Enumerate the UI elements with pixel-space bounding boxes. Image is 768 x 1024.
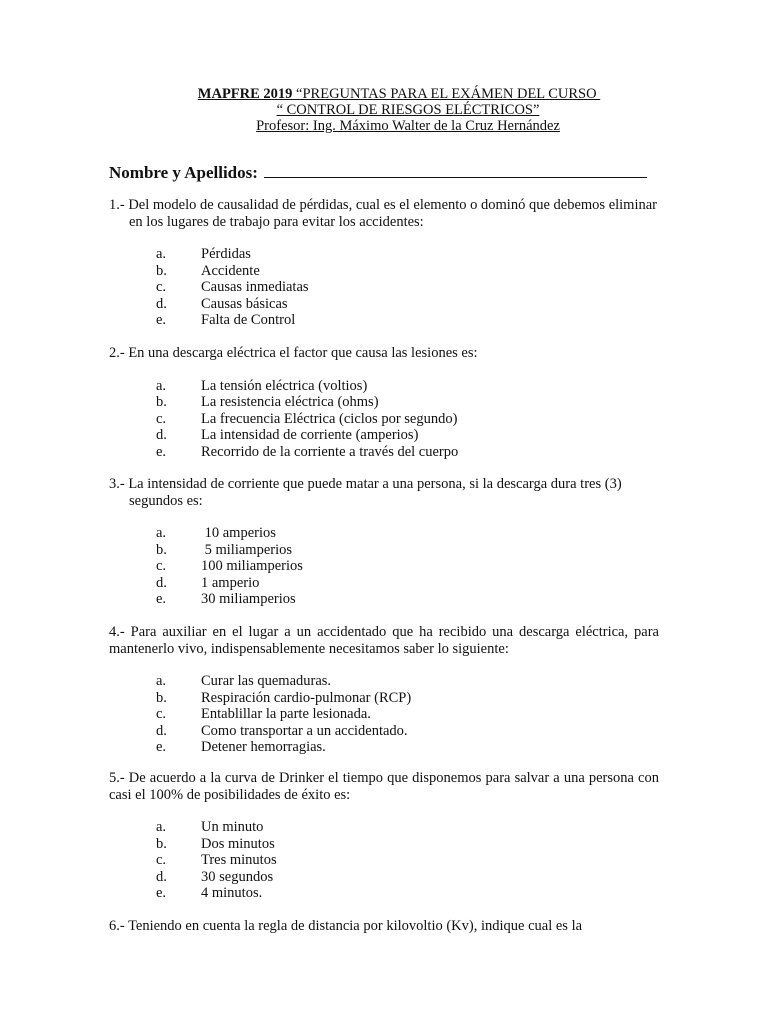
option-letter: b. xyxy=(156,835,167,852)
option-item xyxy=(109,296,659,313)
question-5-options xyxy=(109,819,659,902)
question-3-options xyxy=(109,525,659,608)
option-item xyxy=(109,706,659,723)
option-item xyxy=(109,723,659,740)
header-title-line-2: “ CONTROL DE RIESGOS ELÉCTRICOS” xyxy=(276,102,540,118)
option-letter: b. xyxy=(156,394,167,410)
option-letter: e. xyxy=(156,591,167,607)
option-item xyxy=(109,673,659,690)
option-letter: e. xyxy=(156,739,167,755)
option-text: 100 miliamperios xyxy=(201,558,303,574)
option-item xyxy=(109,246,659,263)
header-brand: MAPFRE 2019 xyxy=(197,86,293,102)
option-text: Causas inmediatas xyxy=(201,279,309,295)
option-text: 1 amperio xyxy=(201,574,260,591)
option-item xyxy=(109,394,659,411)
option-item xyxy=(109,542,659,559)
option-text: Falta de Control xyxy=(201,312,296,328)
option-item xyxy=(109,444,659,461)
option-text: 30 segundos xyxy=(201,868,274,885)
option-item xyxy=(109,378,659,395)
question-4-options xyxy=(109,673,659,756)
option-text: Un minuto xyxy=(201,819,264,835)
exam-header xyxy=(0,86,768,134)
option-item xyxy=(109,279,659,296)
option-letter: a. xyxy=(156,673,167,689)
option-letter: a. xyxy=(156,246,167,262)
question-1-options xyxy=(109,246,659,329)
option-letter: d. xyxy=(156,295,167,312)
option-text: La intensidad de corriente (amperios) xyxy=(201,427,419,443)
question-2 xyxy=(109,345,659,460)
option-text: La tensión eléctrica (voltios) xyxy=(201,377,368,394)
header-title-line-1 xyxy=(30,86,768,102)
option-text: Pérdidas xyxy=(201,246,251,262)
option-item xyxy=(109,819,659,836)
option-text: 30 miliamperios xyxy=(201,591,296,607)
option-item xyxy=(109,739,659,756)
option-letter: a. xyxy=(156,819,167,835)
option-letter: c. xyxy=(156,410,167,427)
option-letter: d. xyxy=(156,868,167,885)
option-letter: d. xyxy=(156,574,167,591)
option-item xyxy=(109,885,659,902)
option-text: Entablillar la parte lesionada. xyxy=(201,706,371,722)
option-item xyxy=(109,852,659,869)
option-letter: c. xyxy=(156,558,167,574)
option-text: 5 miliamperios xyxy=(201,541,293,558)
option-item xyxy=(109,558,659,575)
option-text: Curar las quemaduras. xyxy=(201,673,332,689)
option-item xyxy=(109,411,659,428)
option-letter: b. xyxy=(156,541,167,558)
option-letter: d. xyxy=(156,427,167,443)
option-item xyxy=(109,836,659,853)
question-6 xyxy=(109,918,659,935)
option-text: Respiración cardio-pulmonar (RCP) xyxy=(201,689,412,706)
option-letter: c. xyxy=(156,279,167,295)
name-field-label: Nombre y Apellidos: xyxy=(109,163,258,182)
question-6-stem: 6.- Teniendo en cuenta la regla de distancia por kilovoltio (Kv), indique cual es la xyxy=(109,918,583,934)
option-text: La resistencia eléctrica (ohms) xyxy=(201,394,379,410)
option-text: 4 minutos. xyxy=(201,885,263,901)
question-2-options xyxy=(109,378,659,461)
question-4-stem: 4.- Para auxiliar en el lugar a un accidentado que ha recibido una descarga eléctrica, para mantenerlo vivo, indispensablemente necesitamos saber lo siguiente: xyxy=(109,624,659,657)
name-field xyxy=(109,162,647,183)
header-professor-line: Profesor: Ing. Máximo Walter de la Cruz Hernández xyxy=(256,118,560,134)
header-title-text: “PREGUNTAS PARA EL EXÁMEN DEL CURSO xyxy=(292,86,601,102)
option-item xyxy=(109,575,659,592)
option-text: La frecuencia Eléctrica (ciclos por segundo) xyxy=(201,410,458,427)
option-letter: b. xyxy=(156,689,167,706)
question-5 xyxy=(109,770,659,902)
option-letter: e. xyxy=(156,312,167,328)
name-field-blank-line[interactable] xyxy=(264,162,647,178)
question-4 xyxy=(109,624,659,756)
question-5-stem: 5.- De acuerdo a la curva de Drinker el tiempo que disponemos para salvar a una persona con casi el 100% de posibilidades de éxito es: xyxy=(109,770,659,803)
option-text: Accidente xyxy=(201,262,260,279)
option-letter: d. xyxy=(156,722,167,739)
option-letter: a. xyxy=(156,377,167,394)
option-item xyxy=(109,869,659,886)
question-1 xyxy=(109,197,659,329)
option-text: Dos minutos xyxy=(201,835,275,852)
option-text: Como transportar a un accidentado. xyxy=(201,722,408,739)
option-item xyxy=(109,591,659,608)
option-letter: e. xyxy=(156,443,167,460)
option-item xyxy=(109,263,659,280)
option-letter: c. xyxy=(156,852,167,868)
option-letter: a. xyxy=(156,525,167,541)
option-item xyxy=(109,690,659,707)
option-letter: e. xyxy=(156,885,167,901)
option-text: Detener hemorragias. xyxy=(201,739,326,755)
option-item xyxy=(109,525,659,542)
option-item xyxy=(109,312,659,329)
question-2-stem: 2.- En una descarga eléctrica el factor que causa las lesiones es: xyxy=(109,345,478,361)
option-text: Recorrido de la corriente a través del cuerpo xyxy=(201,443,459,460)
question-1-stem: 1.- Del modelo de causalidad de pérdidas, cual es el elemento o dominó que debemos eliminar en los lugares de trabajo para evitar los accidentes: xyxy=(109,197,658,230)
option-text: Causas básicas xyxy=(201,295,288,312)
question-3-stem: 3.- La intensidad de corriente que puede matar a una persona, si la descarga dura tres (3) segundos es: xyxy=(109,476,622,509)
option-letter: b. xyxy=(156,262,167,279)
option-text: Tres minutos xyxy=(201,852,277,868)
question-3 xyxy=(109,476,659,608)
option-letter: c. xyxy=(156,706,167,722)
option-item xyxy=(109,427,659,444)
option-text: 10 amperios xyxy=(201,525,276,541)
